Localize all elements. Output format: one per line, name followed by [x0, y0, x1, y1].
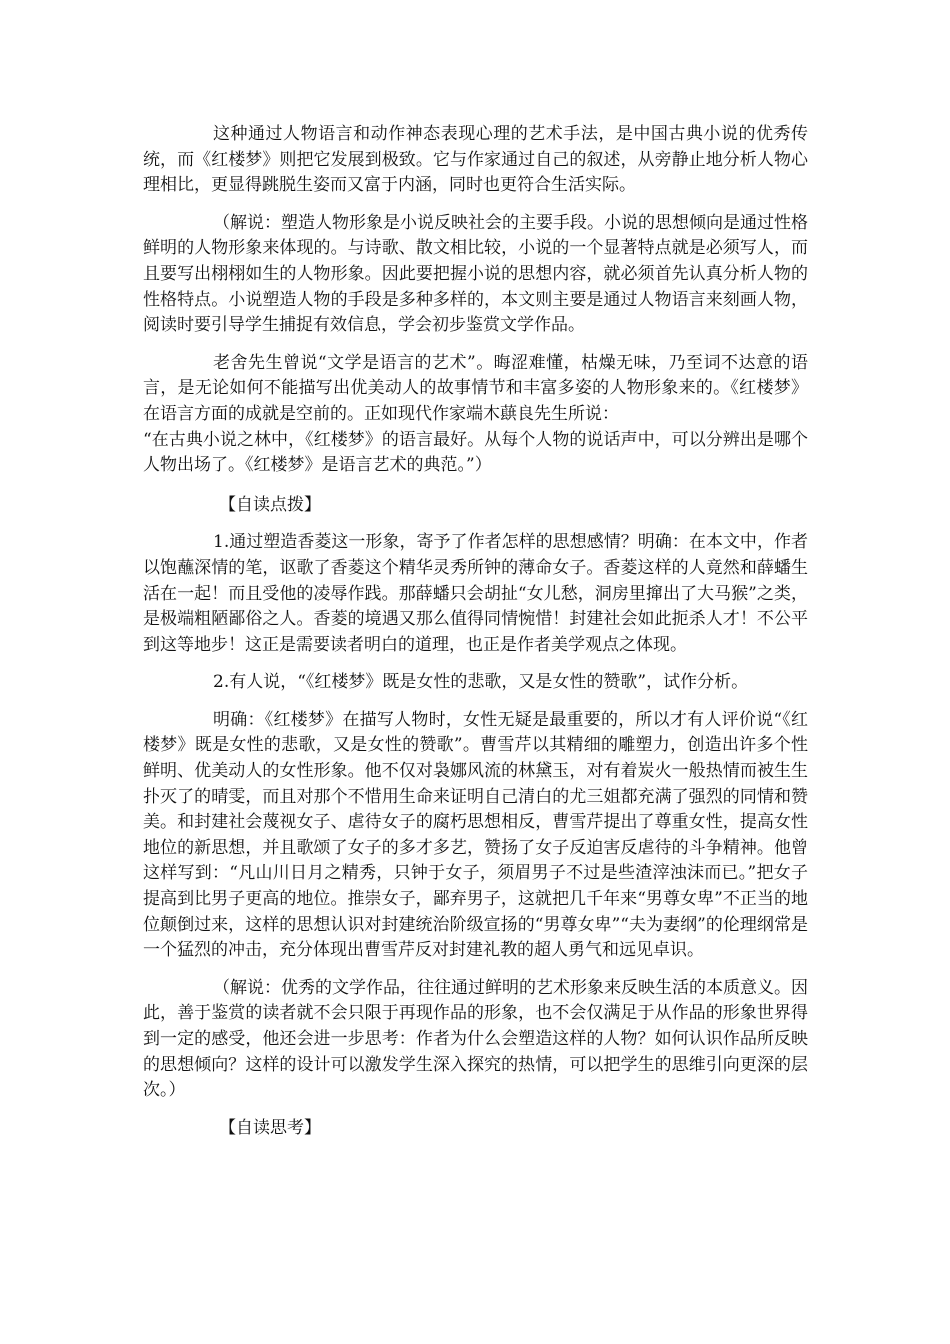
- question-1-xiangling: 1.通过塑造香菱这一形象，寄予了作者怎样的思想感情？明确：在本文中，作者以饱蘸深情的笔，讴歌了香菱这个精华灵秀所钟的薄命女子。香菱这样的人竟然和薛蟠生活在一起！而且受他的凌辱作践。那薛蟠只会胡扯“女儿愁，洞房里撺出了大马猴”之类，是极端粗陋鄙俗之人。香菱的境遇又那么值得同情惋惜！封建社会如此扼杀人才！不公平到这等地步！这正是需要读者明白的道理，也正是作者美学观点之体现。: [143, 532, 808, 655]
- paragraph-psychology-technique: 这种通过人物语言和动作神态表现心理的艺术手法，是中国古典小说的优秀传统，而《红楼梦》则把它发展到极致。它与作家通过自己的叙述，从旁静止地分析人物心理相比，更显得跳脱生姿而又富于内涵，同时也更符合生活实际。: [143, 124, 808, 196]
- paragraph-commentary-literature: （解说：优秀的文学作品，往往通过鲜明的艺术形象来反映生活的本质意义。因此，善于鉴赏的读者就不会只限于再现作品的形象，也不会仅满足于从作品的形象世界得到一定的感受，他还会进一步思考：作者为什么会塑造这样的人物？如何认识作品所反映的思想倾向？这样的设计可以激发学生深入探究的热情，可以把学生的思维引向更深的层次。）: [143, 977, 808, 1101]
- document-body: [143, 122, 808, 1153]
- question-2-women: 2.有人说，“《红楼梦》既是女性的悲歌，又是女性的赞歌”，试作分析。: [213, 672, 749, 693]
- paragraph-commentary-character: （解说：塑造人物形象是小说反映社会的主要手段。小说的思想倾向是通过性格鲜明的人物形象来体现的。与诗歌、散文相比较，小说的一个显著特点就是必须写人，而且要写出栩栩如生的人物形象。因此要把握小说的思想内容，就必须首先认真分析人物的性格特点。小说塑造人物的手段是多种多样的，本文则主要是通过人物语言来刻画人物，阅读时要引导学生捕捉有效信息，学会初步鉴赏文学作品。: [143, 212, 808, 336]
- answer-2-women: 明确：《红楼梦》在描写人物时，女性无疑是最重要的，所以才有人评价说“《红楼梦》既是女性的悲歌，又是女性的赞歌”。曹雪芹以其精细的雕塑力，创造出许多个性鲜明、优美动人的女性形象。他不仅对袅娜风流的林黛玉，对有着炭火一般热情而被生生扑灭了的晴雯，而且对那个不惜用生命来证明自己清白的尤三姐都充满了强烈的同情和赞美。和封建社会蔑视女子、虐待女子的腐朽思想相反，曹雪芹提出了尊重女性，提高女性地位的新思想，并且歌颂了女子的多才多艺，赞扬了女子反迫害反虐待的斗争精神。他曾这样写到：“凡山川日月之精秀，只钟于女子，须眉男子不过是些渣滓浊沫而已。”把女子提高到比男子更高的地位。推崇女子，鄙弃男子，这就把几千年来“男尊女卑”不正当的地位颠倒过来，这样的思想认识对封建统治阶级宣扬的“男尊女卑”“夫为妻纲”的伦理纲常是一个猛烈的冲击，充分体现出曹雪芹反对封建礼教的超人勇气和远见卓识。: [143, 709, 808, 961]
- section-heading-reading-thinking: 【自读思考】: [219, 1117, 321, 1138]
- paragraph-laoshe-language-text: 老舍先生曾说“文学是语言的艺术”。晦涩难懂，枯燥无味，乃至词不达意的语言，是无论如何不能描写出优美动人的故事情节和丰富多姿的人物形象来的。《红楼梦》在语言方面的成就是空前的。正如现代作家端木蕻良先生所说：: [143, 352, 808, 424]
- duanmu-quote: “在古典小说之林中，《红楼梦》的语言最好。从每个人物的说话声中，可以分辨出是哪个人物出场了。《红楼梦》是语言艺术的典范。”）: [143, 429, 808, 476]
- paragraph-laoshe-language: [143, 351, 808, 479]
- section-heading-reading-guide: 【自读点拨】: [219, 494, 321, 515]
